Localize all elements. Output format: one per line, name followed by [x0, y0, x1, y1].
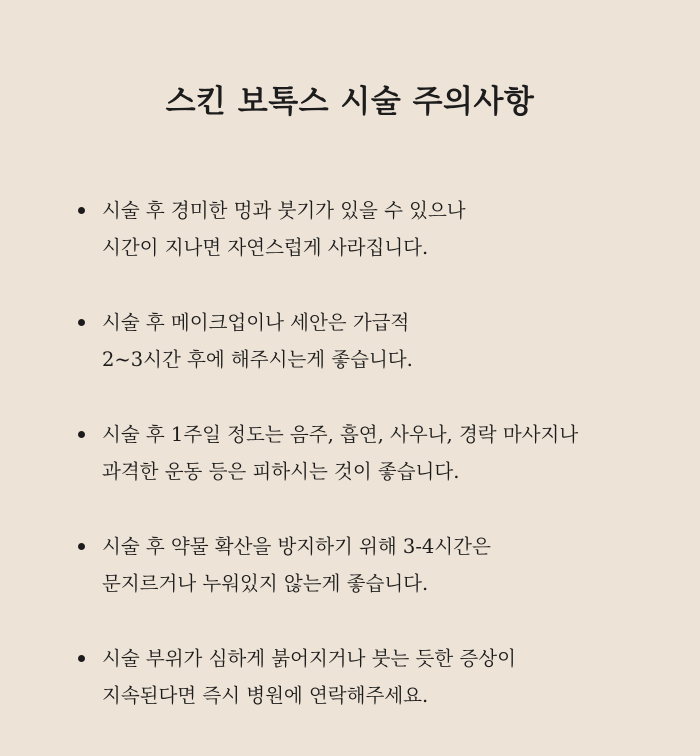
caution-text-line: 시술 후 1주일 정도는 음주, 흡연, 사우나, 경락 마사지나 — [102, 423, 579, 446]
caution-text-line: 2~3시간 후에 해주시는게 좋습니다. — [102, 348, 413, 371]
caution-text-line: 시술 후 경미한 멍과 붓기가 있을 수 있으나 — [102, 199, 466, 222]
caution-text-line: 시술 부위가 심하게 붉어지거나 붓는 듯한 증상이 — [102, 647, 516, 670]
caution-item — [78, 416, 678, 490]
bullet-icon — [78, 207, 85, 214]
caution-text-line: 지속된다면 즉시 병원에 연락해주세요. — [102, 684, 429, 707]
caution-item — [78, 528, 678, 602]
caution-item — [78, 640, 678, 714]
page-title: 스킨 보톡스 시술 주의사항 — [165, 84, 535, 120]
caution-item — [78, 192, 678, 266]
caution-text-line: 시술 후 메이크업이나 세안은 가급적 — [102, 311, 410, 334]
caution-list — [78, 192, 678, 752]
caution-text-line: 문지르거나 누워있지 않는게 좋습니다. — [102, 572, 429, 595]
bullet-icon — [78, 655, 85, 662]
caution-text-line: 과격한 운동 등은 피하시는 것이 좋습니다. — [102, 460, 460, 483]
caution-text-line: 시술 후 약물 확산을 방지하기 위해 3-4시간은 — [102, 535, 491, 558]
bullet-icon — [78, 543, 85, 550]
caution-item — [78, 304, 678, 378]
bullet-icon — [78, 319, 85, 326]
caution-text-line: 시간이 지나면 자연스럽게 사라집니다. — [102, 236, 429, 259]
bullet-icon — [78, 431, 85, 438]
